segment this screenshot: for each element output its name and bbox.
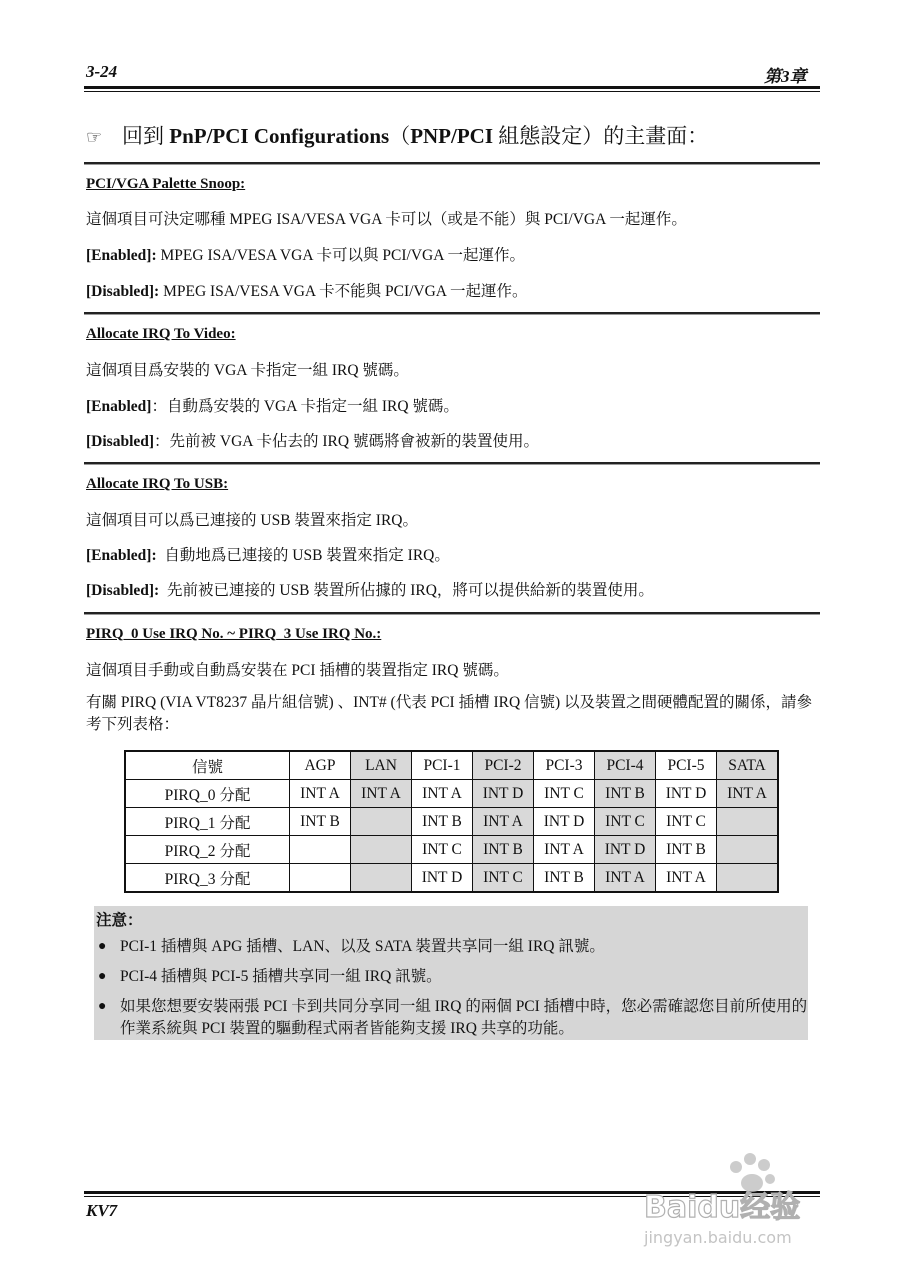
bullet-icon: ● bbox=[98, 999, 107, 1014]
note-title: 注意： bbox=[96, 912, 143, 929]
table-cell: INT D bbox=[412, 864, 473, 893]
paw-icon bbox=[730, 1153, 775, 1192]
table-cell bbox=[351, 864, 412, 893]
page-number: 3-24 bbox=[86, 62, 118, 81]
table-cell: PIRQ_3 分配 bbox=[125, 864, 290, 893]
table-cell: INT C bbox=[656, 808, 717, 836]
table-header-cell: PCI-4 bbox=[595, 751, 656, 780]
table-cell: INT A bbox=[290, 780, 351, 808]
section-description: 這個項目可決定哪種 MPEG ISA/VESA VGA 卡可以（或是不能）與 PCI/VGA 一起運作。 bbox=[86, 211, 687, 228]
title-suffix: 組態設定）的主畫面： bbox=[493, 124, 709, 148]
table-cell: INT A bbox=[473, 808, 534, 836]
section-divider bbox=[84, 612, 820, 614]
section-paragraph: 有關 PIRQ (VIA VT8237 晶片組信號) 、INT# (代表 PCI 插槽 IRQ 信號) 以及裝置之間硬體配置的關係，請參考下列表格： bbox=[86, 694, 813, 733]
bullet-icon: ● bbox=[98, 969, 107, 984]
table-cell: INT C bbox=[473, 864, 534, 893]
irq-table bbox=[124, 750, 779, 893]
table-cell bbox=[351, 836, 412, 864]
header-rule-thin bbox=[84, 91, 820, 92]
table-cell bbox=[290, 836, 351, 864]
chapter-label: 第3章 bbox=[764, 67, 807, 86]
section-divider bbox=[84, 462, 820, 464]
table-row bbox=[125, 836, 778, 864]
watermark-url: jingyan.baidu.com bbox=[644, 1228, 792, 1247]
table-cell: PIRQ_0 分配 bbox=[125, 780, 290, 808]
table-cell: INT A bbox=[717, 780, 779, 808]
disabled-line bbox=[86, 578, 654, 600]
section-heading: PCI/VGA Palette Snoop: bbox=[86, 176, 246, 192]
table-cell: PIRQ_1 分配 bbox=[125, 808, 290, 836]
section-heading: Allocate IRQ To Video: bbox=[86, 326, 236, 342]
table-cell bbox=[717, 836, 779, 864]
enabled-label: [Enabled]: bbox=[86, 247, 157, 264]
title-bold: PnP/PCI Configurations bbox=[169, 124, 390, 148]
enabled-line bbox=[86, 394, 459, 416]
disabled-line bbox=[86, 279, 528, 301]
section-description: 這個項目手動或自動爲安裝在 PCI 插槽的裝置指定 IRQ 號碼。 bbox=[86, 662, 509, 679]
table-cell bbox=[717, 808, 779, 836]
disabled-label: [Disabled]: bbox=[86, 582, 160, 599]
title-prefix: 回到 bbox=[122, 124, 170, 148]
section-heading: PIRQ_0 Use IRQ No. ~ PIRQ_3 Use IRQ No.: bbox=[86, 626, 382, 642]
disabled-text: ：先前被 VGA 卡佔去的 IRQ 號碼將會被新的裝置使用。 bbox=[154, 433, 539, 450]
title-bold-2: PNP/PCI bbox=[410, 124, 494, 148]
table-row bbox=[125, 864, 778, 893]
table-header-cell: AGP bbox=[290, 751, 351, 780]
disabled-text: 先前被已連接的 USB 裝置所佔據的 IRQ，將可以提供給新的裝置使用。 bbox=[159, 582, 654, 599]
table-cell: INT B bbox=[595, 780, 656, 808]
note-item: 如果您想要安裝兩張 PCI 卡到共同分享同一組 IRQ 的兩個 PCI 插槽中時，您必需確認您目前所使用的作業系統與 PCI 裝置的驅動程式兩者皆能夠支援 IRQ 共享的功能。 bbox=[120, 998, 808, 1037]
page-title bbox=[86, 120, 708, 150]
table-header-cell: PCI-1 bbox=[412, 751, 473, 780]
table-cell: INT C bbox=[595, 808, 656, 836]
title-paren: （ bbox=[389, 124, 411, 148]
bullet-icon: ● bbox=[98, 939, 107, 954]
disabled-label: [Disabled]: bbox=[86, 283, 160, 300]
disabled-label: [Disabled] bbox=[86, 433, 155, 450]
note-item: PCI-1 插槽與 APG 插槽、LAN、以及 SATA 裝置共享同一組 IRQ 訊號。 bbox=[120, 938, 605, 955]
table-cell: INT B bbox=[412, 808, 473, 836]
table-cell: INT A bbox=[595, 864, 656, 893]
table-header-cell: PCI-2 bbox=[473, 751, 534, 780]
section-divider bbox=[84, 312, 820, 314]
enabled-text: 自動地爲已連接的 USB 裝置來指定 IRQ。 bbox=[156, 547, 450, 564]
enabled-text: ：自動爲安裝的 VGA 卡指定一組 IRQ 號碼。 bbox=[151, 398, 459, 415]
section-heading: Allocate IRQ To USB: bbox=[86, 476, 229, 492]
table-cell: INT A bbox=[351, 780, 412, 808]
enabled-line bbox=[86, 543, 450, 565]
table-header-cell: SATA bbox=[717, 751, 779, 780]
table-cell: INT B bbox=[473, 836, 534, 864]
table-cell: INT B bbox=[290, 808, 351, 836]
model-name: KV7 bbox=[86, 1201, 118, 1220]
enabled-line bbox=[86, 243, 525, 265]
disabled-line bbox=[86, 429, 539, 451]
table-cell: INT D bbox=[656, 780, 717, 808]
section-divider bbox=[84, 162, 820, 164]
table-cell: INT B bbox=[656, 836, 717, 864]
table-row bbox=[125, 808, 778, 836]
table-header-cell: PCI-3 bbox=[534, 751, 595, 780]
table-cell: INT D bbox=[534, 808, 595, 836]
enabled-text: MPEG ISA/VESA VGA 卡可以與 PCI/VGA 一起運作。 bbox=[156, 247, 525, 264]
table-cell: INT A bbox=[534, 836, 595, 864]
table-cell bbox=[351, 808, 412, 836]
table-cell: PIRQ_2 分配 bbox=[125, 836, 290, 864]
pointing-hand-icon: ☞ bbox=[86, 127, 103, 148]
table-header-cell: LAN bbox=[351, 751, 412, 780]
section-description: 這個項目可以爲已連接的 USB 裝置來指定 IRQ。 bbox=[86, 512, 418, 529]
baidu-watermark bbox=[640, 1145, 860, 1265]
note-item: PCI-4 插槽與 PCI-5 插槽共享同一組 IRQ 訊號。 bbox=[120, 968, 442, 985]
table-row bbox=[125, 780, 778, 808]
disabled-text: MPEG ISA/VESA VGA 卡不能與 PCI/VGA 一起運作。 bbox=[159, 283, 528, 300]
table-cell: INT B bbox=[534, 864, 595, 893]
watermark-brand: Baidu经验 bbox=[644, 1190, 801, 1225]
section-description: 這個項目爲安裝的 VGA 卡指定一組 IRQ 號碼。 bbox=[86, 362, 409, 379]
table-cell: INT C bbox=[534, 780, 595, 808]
table-cell: INT D bbox=[595, 836, 656, 864]
table-header-cell: 信號 bbox=[125, 751, 290, 780]
enabled-label: [Enabled] bbox=[86, 398, 152, 415]
table-header-row bbox=[125, 751, 778, 780]
table-cell: INT A bbox=[412, 780, 473, 808]
table-cell bbox=[717, 864, 779, 893]
table-cell bbox=[290, 864, 351, 893]
enabled-label: [Enabled]: bbox=[86, 547, 157, 564]
table-cell: INT C bbox=[412, 836, 473, 864]
header-rule bbox=[84, 86, 820, 89]
table-cell: INT D bbox=[473, 780, 534, 808]
table-header-cell: PCI-5 bbox=[656, 751, 717, 780]
table-cell: INT A bbox=[656, 864, 717, 893]
